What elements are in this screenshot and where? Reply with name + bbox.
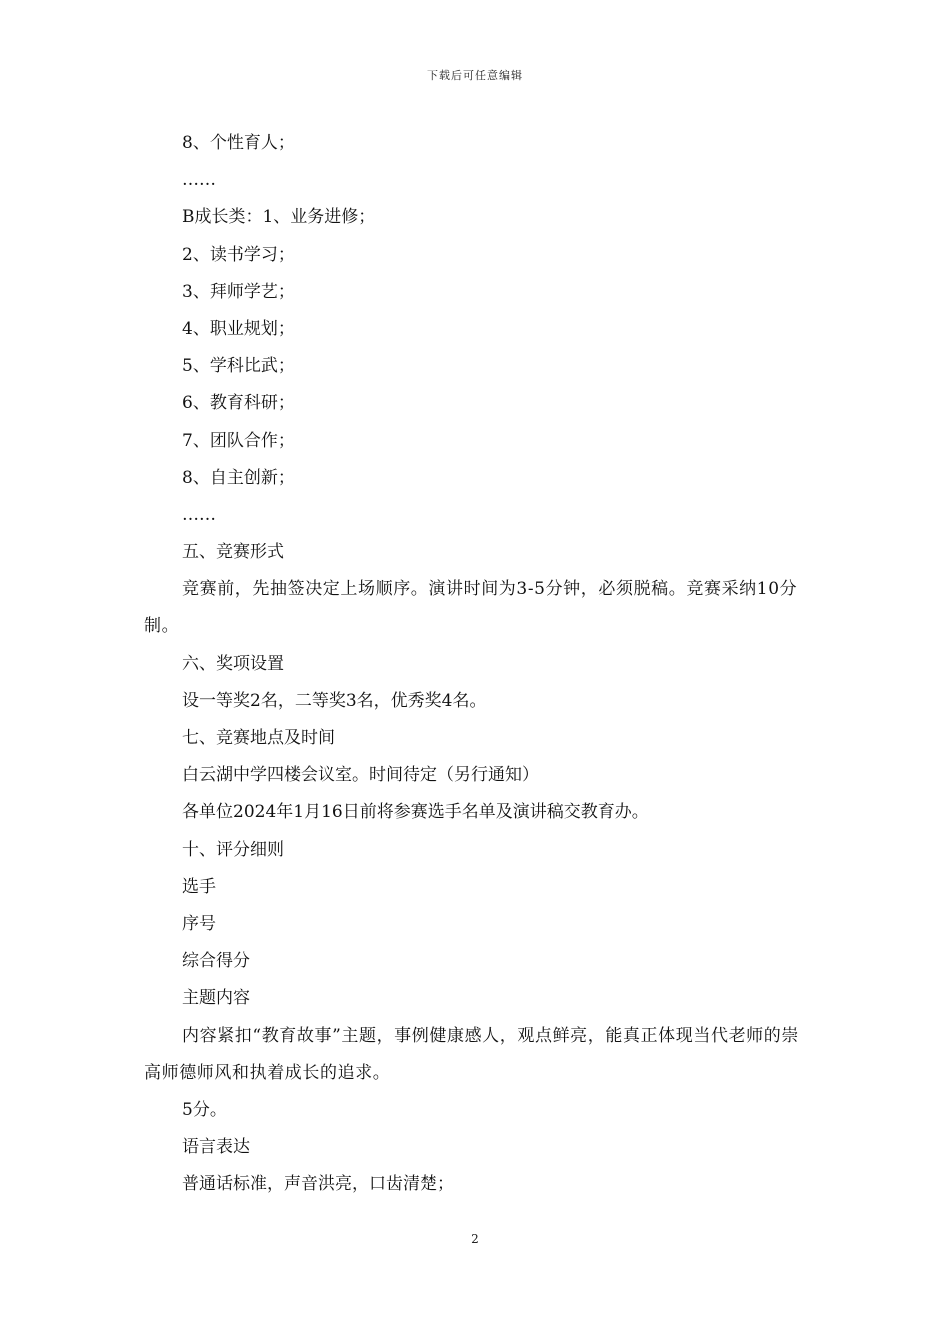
paragraph-line: 7、团队合作； <box>182 430 295 451</box>
ellipsis-line: …… <box>182 504 216 525</box>
page-number: 2 <box>471 1232 479 1246</box>
section-heading: 七、竞赛地点及时间 <box>182 728 335 749</box>
paragraph-text: 竞赛前，先抽签决定上场顺序。演讲时间为3-5分钟，必须脱稿。竞赛采纳10分制。 <box>144 579 798 637</box>
table-cell-text: 5分。 <box>182 1099 227 1120</box>
paragraph-line: 5、学科比武； <box>182 356 295 377</box>
ellipsis-line: …… <box>182 170 216 191</box>
page-header: 下载后可任意编辑 <box>427 69 523 82</box>
paragraph-line: 各单位2024年1月16日前将参赛选手名单及演讲稿交教育办。 <box>182 802 649 823</box>
table-cell-text: 综合得分 <box>182 951 250 972</box>
paragraph-line: 8、自主创新； <box>182 467 295 488</box>
table-cell-text: 普通话标准，声音洪亮，口齿清楚； <box>182 1174 454 1195</box>
paragraph-line: 4、职业规划； <box>182 318 295 339</box>
section-heading: 五、竞赛形式 <box>182 542 284 563</box>
paragraph-line: 设一等奖2名，二等奖3名，优秀奖4名。 <box>182 690 487 711</box>
table-cell-text: 序号 <box>182 913 216 934</box>
table-cell-text: 语言表达 <box>182 1137 250 1158</box>
table-cell-text: 选手 <box>182 876 216 897</box>
paragraph-line: 3、拜师学艺； <box>182 281 295 302</box>
section-heading: 六、奖项设置 <box>182 653 284 674</box>
document-body <box>144 125 808 1204</box>
paragraph-line: 2、读书学习； <box>182 244 295 265</box>
paragraph-line: 6、教育科研； <box>182 393 295 414</box>
section-heading: 十、评分细则 <box>182 839 284 860</box>
paragraph-line: 8、个性育人； <box>182 133 295 153</box>
paragraph-line: B成长类：1、业务进修； <box>182 207 376 228</box>
table-cell-text: 主题内容 <box>182 988 250 1009</box>
paragraph-text: 内容紧扣“教育故事”主题，事例健康感人，观点鲜亮，能真正体现当代老师的崇高师德师风和执着成长的追求。 <box>144 1025 799 1083</box>
paragraph-line: 白云湖中学四楼会议室。时间待定（另行通知） <box>182 765 539 786</box>
